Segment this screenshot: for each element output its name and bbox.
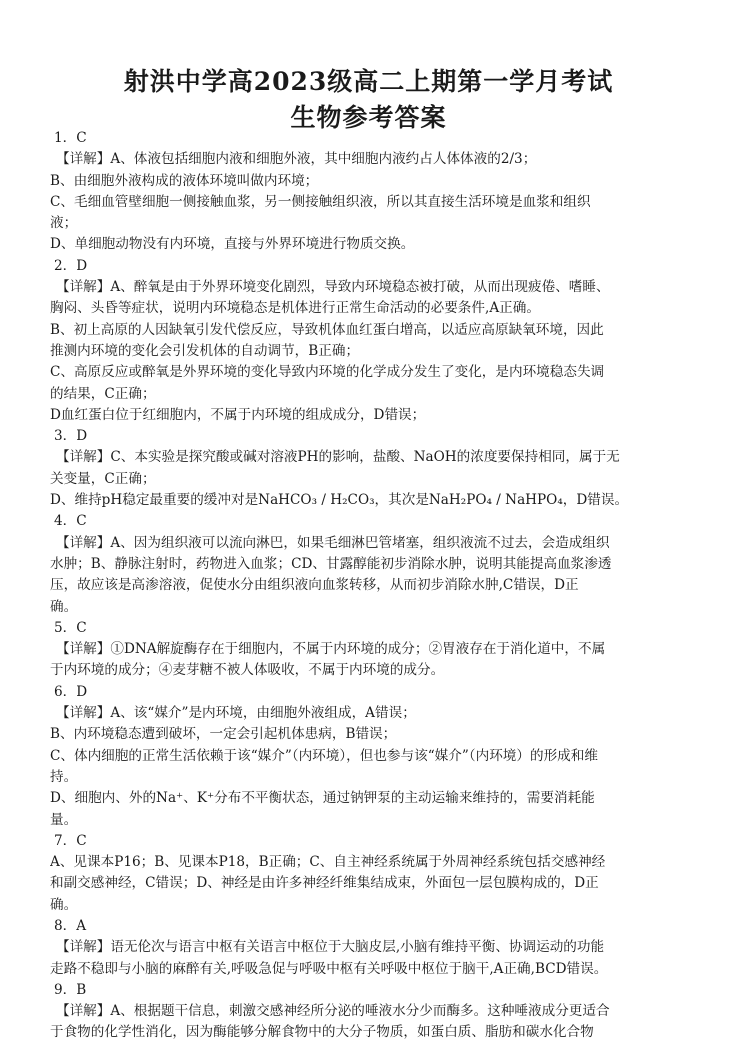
question-number: 3．D	[54, 428, 88, 445]
answer-line: C、毛细血管壁细胞一侧接触血浆，另一侧接触组织液，所以其直接生活环境是血浆和组织	[50, 193, 591, 210]
answer-line: D、单细胞动物没有内环境，直接与外界环境进行物质交换。	[50, 236, 415, 253]
answer-line: 【详解】A、醉氧是由于外界环境变化剧烈，导致内环境稳态被打破，从而出现疲倦、嗜睡、	[56, 279, 610, 296]
answer-line: 水肿；B、静脉注射时，药物进入血浆；CD、甘露醇能初步消除水肿，说明其能提高血浆渗透	[50, 555, 612, 572]
answer-line: 走路不稳即与小脑的麻醉有关,呼吸急促与呼吸中枢有关呼吸中枢位于脑干,A正确,BCD错误。	[50, 960, 608, 977]
answer-line: 量。	[50, 811, 78, 828]
answer-line: 关变量，C正确；	[50, 470, 156, 487]
answer-body	[50, 128, 700, 1044]
answer-line: 和副交感神经，C错误；D、神经是由许多神经纤维集结成束，外面包一层包膜构成的，D正	[50, 875, 599, 892]
answer-line: B、初上高原的人因缺氧引发代偿反应，导致机体血红蛋白增高，以适应高原缺氧环境，因此	[50, 321, 604, 338]
answer-line: B、内环境稳态遭到破坏，一定会引起机体患病，B错误；	[50, 726, 397, 743]
answer-line: 的结果，C正确；	[50, 385, 156, 402]
question-number: 1．C	[54, 130, 87, 146]
answer-line: 确。	[50, 896, 78, 913]
question-number: 4．C	[54, 513, 87, 530]
answer-line: 【详解】A、根据题干信息，刺激交感神经所分泌的唾液水分少而酶多。这种唾液成分更适合	[56, 1003, 610, 1020]
answer-line: 确。	[50, 598, 78, 615]
answer-line: D、细胞内、外的Na⁺、K⁺分布不平衡状态，通过钠钾泵的主动运输来维持的，需要消耗能	[50, 790, 595, 807]
question-number: 2．D	[54, 257, 88, 274]
answer-line: C、体内细胞的正常生活依赖于该“媒介”（内环境），但也参与该“媒介”（内环境）的形成和维	[50, 747, 598, 764]
answer-line: 【详解】A、因为组织液可以流向淋巴，如果毛细淋巴管堵塞，组织液流不过去，会造成组织	[56, 534, 610, 551]
answer-line: 【详解】语无伦次与语言中枢有关语言中枢位于大脑皮层,小脑有维持平衡、协调运动的功能	[56, 939, 605, 956]
answer-line: 于内环境的成分；④麦芽糖不被人体吸收，不属于内环境的成分。	[50, 662, 445, 679]
answer-line: 压，故应该是高渗溶液，促使水分由组织液向血浆转移，从而初步消除水肿,C错误，D正	[50, 577, 579, 594]
answer-line: D血红蛋白位于红细胞内，不属于内环境的组成成分，D错误；	[50, 406, 426, 423]
question-number: 7．C	[54, 832, 87, 849]
answer-line: 【详解】A、体液包括细胞内液和细胞外液，其中细胞内液约占人体体液的2/3；	[56, 151, 537, 168]
answer-key-subtitle: 生物参考答案	[290, 103, 447, 132]
answer-line-buffer-pairs: D、维持pH稳定最重要的缓冲对是NaHCO₃ / H₂CO₃，其次是NaH₂PO₄ / NaHPO₄，D错误。	[50, 492, 629, 509]
exam-title: 射洪中学高2023级高二上期第一学月考试	[123, 67, 614, 96]
question-number: 6．D	[54, 683, 88, 700]
answer-line: B、由细胞外液构成的液体环境叫做内环境；	[50, 172, 319, 189]
answer-line: 持。	[50, 768, 78, 785]
answer-line: C、高原反应或醉氧是外界环境的变化导致内环境的化学成分发生了变化，是内环境稳态失调	[50, 364, 605, 381]
question-number: 8．A	[54, 917, 87, 934]
answer-line: 胸闷、头昏等症状，说明内环境稳态是机体进行正常生命活动的必要条件,A正确。	[50, 300, 540, 317]
answer-line: A、见课本P16；B、见课本P18，B正确；C、自主神经系统属于外周神经系统包括交感神经	[50, 854, 606, 871]
question-number: 5．C	[54, 619, 87, 636]
answer-line: 液；	[50, 215, 78, 232]
answer-line: 于食物的化学性消化，因为酶能够分解食物中的大分子物质，如蛋白质、脂肪和碳水化合物	[50, 1024, 594, 1041]
answer-line: 推测内环境的变化会引发机体的自动调节，B正确；	[50, 342, 360, 359]
question-number: 9．B	[54, 981, 87, 998]
answer-line: 【详解】A、该“媒介”是内环境，由细胞外液组成，A错误；	[56, 705, 416, 722]
answer-line: 【详解】C、本实验是探究酸或碱对溶液PH的影响，盐酸、NaOH的浓度要保持相同，属于无	[56, 449, 620, 466]
answer-line: 【详解】①DNA解旋酶存在于细胞内，不属于内环境的成分；②胃液存在于消化道中，不属	[56, 641, 606, 658]
